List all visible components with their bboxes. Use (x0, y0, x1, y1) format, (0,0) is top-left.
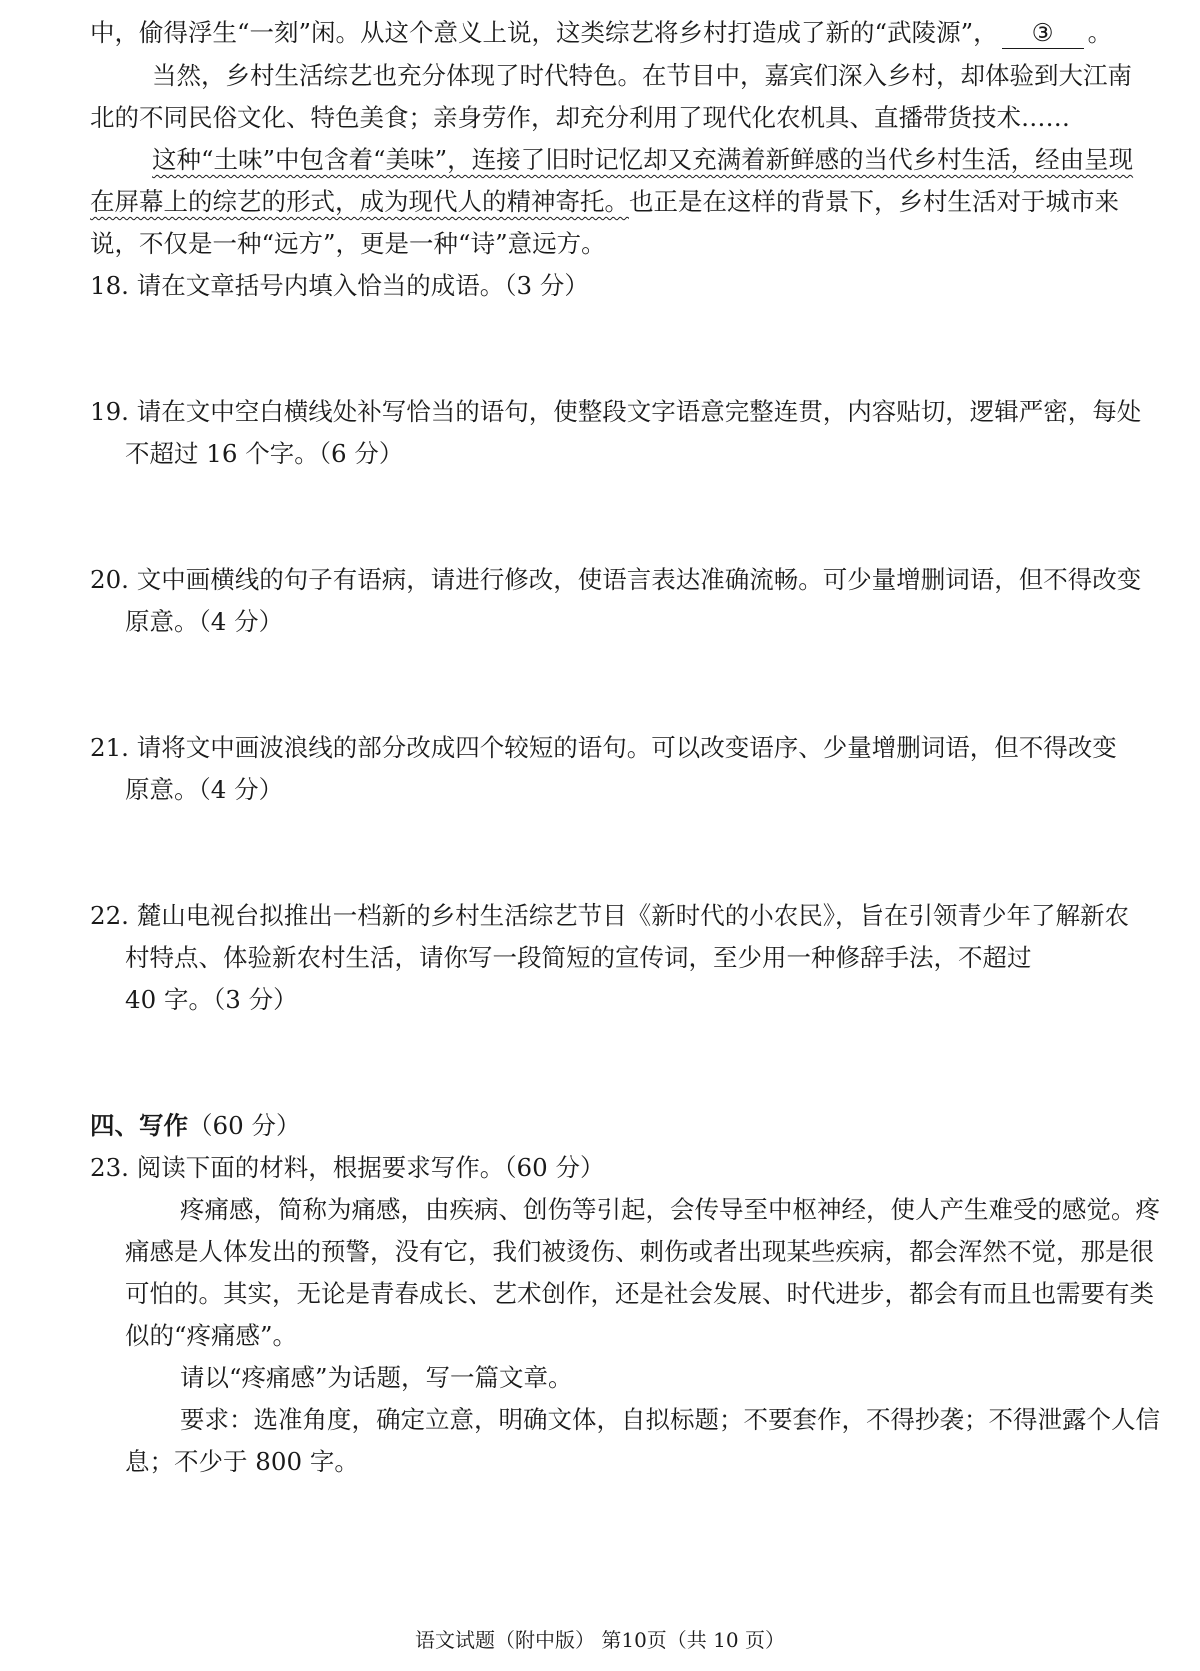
section-title: 四、写作 (90, 1111, 188, 1140)
passage-line (90, 182, 1170, 222)
answer-blank-3: ③ (1002, 18, 1084, 49)
question-22: 22. 麓山电视台拟推出一档新的乡村生活综艺节目《新时代的小农民》，旨在引领青少年了解新农 (90, 901, 1129, 930)
passage-period: 。 (1087, 18, 1113, 47)
question-22-cont: 村特点、体验新农村生活，请你写一段简短的宣传词，至少用一种修辞手法，不超过 (125, 943, 1032, 972)
passage-line: 说，不仅是一种“远方”，更是一种“诗”意远方。 (90, 229, 606, 258)
writing-requirements-cont: 息；不少于 800 字。 (125, 1447, 359, 1476)
question-19: 19. 请在文中空白横线处补写恰当的语句，使整段文字语意完整连贯，内容贴切，逻辑严密，每处 (90, 397, 1142, 426)
question-21-cont: 原意。（4 分） (125, 775, 284, 804)
passage-line (90, 13, 1170, 53)
question-20-cont: 原意。（4 分） (125, 607, 284, 636)
passage-text: 中，偷得浮生“一刻”闲。从这个意义上说，这类综艺将乡村打造成了新的“武陵源”， (90, 18, 998, 47)
wavy-underlined-text: 在屏幕上的综艺的形式，成为现代人的精神寄托。 (90, 187, 629, 216)
passage-line: 北的不同民俗文化、特色美食；亲身劳作，却充分利用了现代化农机具、直播带货技术…… (90, 103, 1070, 132)
wavy-underlined-text: 这种“土味”中包含着“美味”，连接了旧时记忆却又充满着新鲜感的当代乡村生活，经由呈现 (152, 145, 1134, 174)
material-line: 似的“疼痛感”。 (125, 1321, 298, 1350)
material-line: 可怕的。其实，无论是青春成长、艺术创作，还是社会发展、时代进步，都会有而且也需要有类 (125, 1279, 1154, 1308)
question-23: 23. 阅读下面的材料，根据要求写作。（60 分） (90, 1153, 605, 1182)
material-line: 疼痛感，简称为痛感，由疾病、创伤等引起，会传导至中枢神经，使人产生难受的感觉。疼 (180, 1195, 1160, 1224)
question-22-cont: 40 字。（3 分） (125, 985, 298, 1014)
question-20: 20. 文中画横线的句子有语病，请进行修改，使语言表达准确流畅。可少量增删词语，但不得改变 (90, 565, 1142, 594)
passage-line: 当然，乡村生活综艺也充分体现了时代特色。在节目中，嘉宾们深入乡村，却体验到大江南 (152, 61, 1132, 90)
section-points: （60 分） (188, 1111, 301, 1140)
passage-text: 也正是在这样的背景下，乡村生活对于城市来 (629, 187, 1119, 216)
question-21: 21. 请将文中画波浪线的部分改成四个较短的语句。可以改变语序、少量增删词语，但不得改变 (90, 733, 1117, 762)
question-18: 18. 请在文章括号内填入恰当的成语。（3 分） (90, 271, 589, 300)
question-19-cont: 不超过 16 个字。（6 分） (125, 439, 404, 468)
page-footer: 语文试题（附中版） 第10页（共 10 页） (415, 1628, 785, 1652)
section-heading (90, 1106, 1170, 1146)
writing-requirements: 要求：选准角度，确定立意，明确文体，自拟标题；不要套作，不得抄袭；不得泄露个人信 (180, 1405, 1160, 1434)
writing-task: 请以“疼痛感”为话题，写一篇文章。 (180, 1363, 573, 1392)
material-line: 痛感是人体发出的预警，没有它，我们被烫伤、刺伤或者出现某些疾病，都会浑然不觉，那是很 (125, 1237, 1154, 1266)
passage-line (152, 140, 1170, 180)
